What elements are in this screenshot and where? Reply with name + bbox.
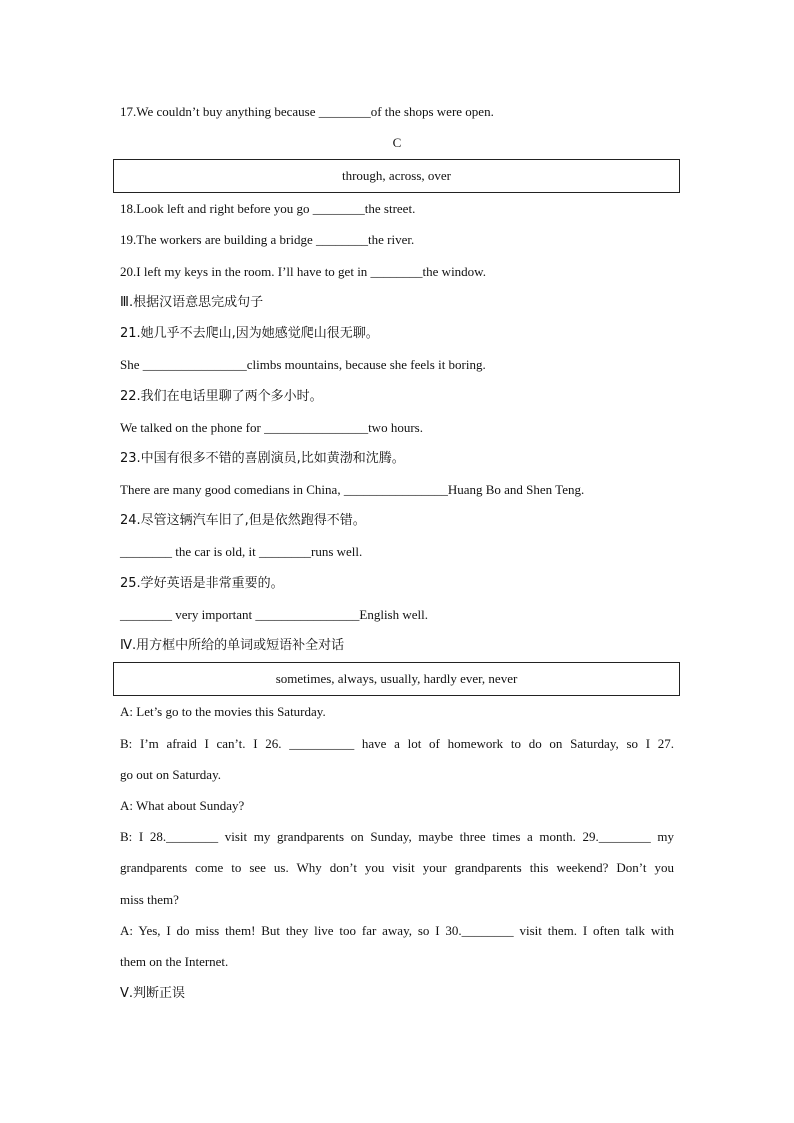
question-24-chinese: 24.尽管这辆汽车旧了,但是依然跑得不错。 <box>120 513 366 528</box>
question-23-chinese: 23.中国有很多不错的喜剧演员,比如黄渤和沈腾。 <box>120 451 405 466</box>
dialog-line-2b: go out on Saturday. <box>120 767 221 782</box>
question-24-english: ________ the car is old, it ________runs well. <box>120 544 363 559</box>
dialog-line-5b: them on the Internet. <box>120 954 229 969</box>
question-18: 18.Look left and right before you go ________the street. <box>120 201 416 216</box>
question-25-chinese: 25.学好英语是非常重要的。 <box>120 576 284 591</box>
dialog-line-4b: grandparents come to see us. Why don’t you visit your grandparents this weekend? Don’t you <box>120 860 674 875</box>
word-box-4-text: sometimes, always, usually, hardly ever, never <box>275 671 518 686</box>
dialog-line-5a: A: Yes, I do miss them! But they live too far away, so I 30.________ visit them. I often talk with <box>120 923 674 938</box>
word-box-c <box>113 159 680 193</box>
section-c-label: C <box>392 135 402 150</box>
section-4-title: Ⅳ.用方框中所给的单词或短语补全对话 <box>120 638 345 653</box>
dialog-line-3: A: What about Sunday? <box>120 798 245 813</box>
question-25-english: ________ very important ________________English well. <box>120 607 429 622</box>
question-23-english: There are many good comedians in China, ________________Huang Bo and Shen Teng. <box>120 482 585 497</box>
dialog-line-4a: B: I 28.________ visit my grandparents on Sunday, maybe three times a month. 29.________ my <box>120 829 674 844</box>
question-22-english: We talked on the phone for ________________two hours. <box>120 420 423 435</box>
section-3-title: Ⅲ.根据汉语意思完成句子 <box>120 295 264 310</box>
question-17: 17.We couldn’t buy anything because ________of the shops were open. <box>120 104 494 119</box>
question-19: 19.The workers are building a bridge ________the river. <box>120 232 415 247</box>
section-5-title: Ⅴ.判断正误 <box>120 986 186 1001</box>
dialog-line-2a: B: I’m afraid I can’t. I 26. __________ have a lot of homework to do on Saturday, so I 27. <box>120 736 674 751</box>
question-20: 20.I left my keys in the room. I’ll have to get in ________the window. <box>120 264 486 279</box>
word-box-c-text: through, across, over <box>341 168 452 183</box>
word-box-4 <box>113 662 680 696</box>
question-21-english: She ________________climbs mountains, because she feels it boring. <box>120 357 486 372</box>
dialog-line-1: A: Let’s go to the movies this Saturday. <box>120 704 326 719</box>
dialog-line-4c: miss them? <box>120 892 179 907</box>
question-22-chinese: 22.我们在电话里聊了两个多小时。 <box>120 389 323 404</box>
question-21-chinese: 21.她几乎不去爬山,因为她感觉爬山很无聊。 <box>120 326 379 341</box>
